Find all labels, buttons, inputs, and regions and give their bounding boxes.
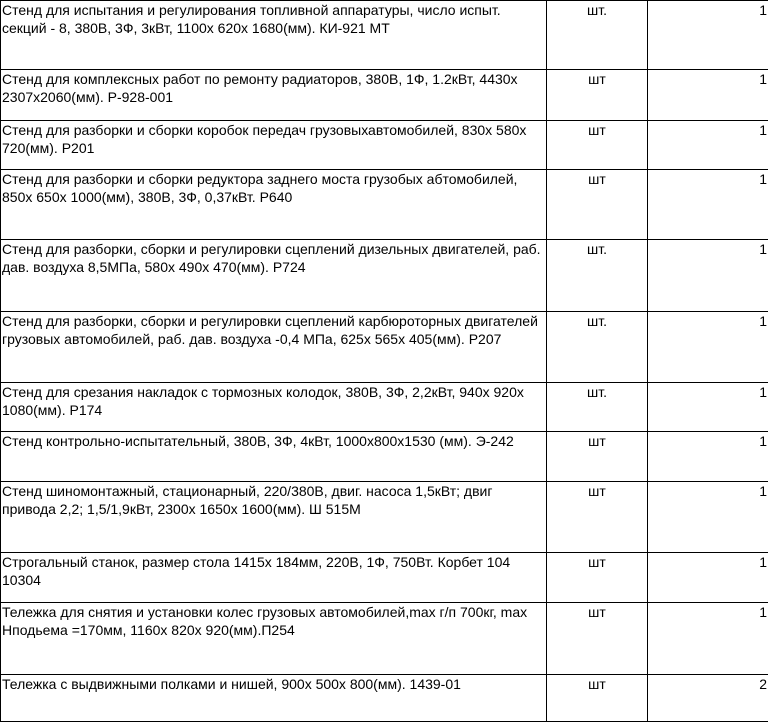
- table-row: [1, 603, 768, 675]
- item-unit: шт: [547, 170, 648, 240]
- table-row: [1, 240, 768, 312]
- table-row: [1, 170, 768, 240]
- item-unit: шт.: [547, 312, 648, 383]
- item-qty: 1: [648, 170, 768, 240]
- item-unit: шт: [547, 482, 648, 553]
- item-name: Стенд контрольно-испытательный, 380В, 3Ф, 4кВт, 1000х800х1530 (мм). Э-242: [1, 432, 547, 482]
- table-row: [1, 121, 768, 170]
- item-qty: 1: [648, 240, 768, 312]
- item-name: Стенд для испытания и регулирования топливной аппаратуры, число испыт. секций - 8, 380В, 3Ф, 3кВт, 1100х 620х 1680(мм). КИ-921 МТ: [1, 1, 547, 70]
- item-unit: шт: [547, 70, 648, 121]
- table-row: [1, 70, 768, 121]
- item-name: Стенд для комплексных работ по ремонту радиаторов, 380В, 1Ф, 1.2кВт, 4430х 2307х2060(мм). Р-928-001: [1, 70, 547, 121]
- item-qty: 1: [648, 553, 768, 603]
- item-name: Стенд шиномонтажный, стационарный, 220/380В, двиг. насоса 1,5кВт; двиг привода 2,2; 1,5/1,9кВт, 2300х 1650х 1600(мм). Ш 515М: [1, 482, 547, 553]
- item-qty: 2: [648, 675, 768, 722]
- item-name: Строгальный станок, размер стола 1415х 184мм, 220В, 1Ф, 750Вт. Корбет 104 10304: [1, 553, 547, 603]
- table-row: [1, 312, 768, 383]
- item-qty: 1: [648, 603, 768, 675]
- item-qty: 1: [648, 121, 768, 170]
- item-name: Стенд для срезания накладок с тормозных колодок, 380В, 3Ф, 2,2кВт, 940х 920х 1080(мм). Р174: [1, 383, 547, 432]
- item-unit: шт: [547, 603, 648, 675]
- item-qty: 1: [648, 432, 768, 482]
- table-row: [1, 383, 768, 432]
- table-row: [1, 675, 768, 722]
- item-name: Тележка с выдвижными полками и нишей, 900х 500х 800(мм). 1439-01: [1, 675, 547, 722]
- table-body: [1, 1, 768, 722]
- item-unit: шт.: [547, 240, 648, 312]
- table-row: [1, 1, 768, 70]
- table-row: [1, 432, 768, 482]
- item-unit: шт: [547, 553, 648, 603]
- item-unit: шт.: [547, 383, 648, 432]
- item-qty: 1: [648, 312, 768, 383]
- item-unit: шт.: [547, 1, 648, 70]
- table-row: [1, 553, 768, 603]
- item-qty: 1: [648, 383, 768, 432]
- item-name: Стенд для разборки и сборки коробок передач грузовыхавтомобилей, 830х 580х 720(мм). Р201: [1, 121, 547, 170]
- item-name: Тележка для снятия и установки колес грузовых автомобилей,max г/п 700кг, max Hподьема =170мм, 1160х 820х 920(мм).П254: [1, 603, 547, 675]
- item-qty: 1: [648, 1, 768, 70]
- item-qty: 1: [648, 482, 768, 553]
- item-unit: шт: [547, 121, 648, 170]
- item-qty: 1: [648, 70, 768, 121]
- item-name: Стенд для разборки, сборки и регулировки сцеплений карбюроторных двигателей грузовых автомобилей, раб. дав. воздуха -0,4 МПа, 625х 565х 405(мм). Р207: [1, 312, 547, 383]
- table-row: [1, 482, 768, 553]
- item-unit: шт: [547, 675, 648, 722]
- item-name: Стенд для разборки, сборки и регулировки сцеплений дизельных двигателей, раб. дав. воздуха 8,5МПа, 580х 490х 470(мм). Р724: [1, 240, 547, 312]
- item-name: Стенд для разборки и сборки редуктора заднего моста грузобых абтомобилей, 850х 650х 1000(мм), 380В, 3Ф, 0,37кВт. Р640: [1, 170, 547, 240]
- item-unit: шт: [547, 432, 648, 482]
